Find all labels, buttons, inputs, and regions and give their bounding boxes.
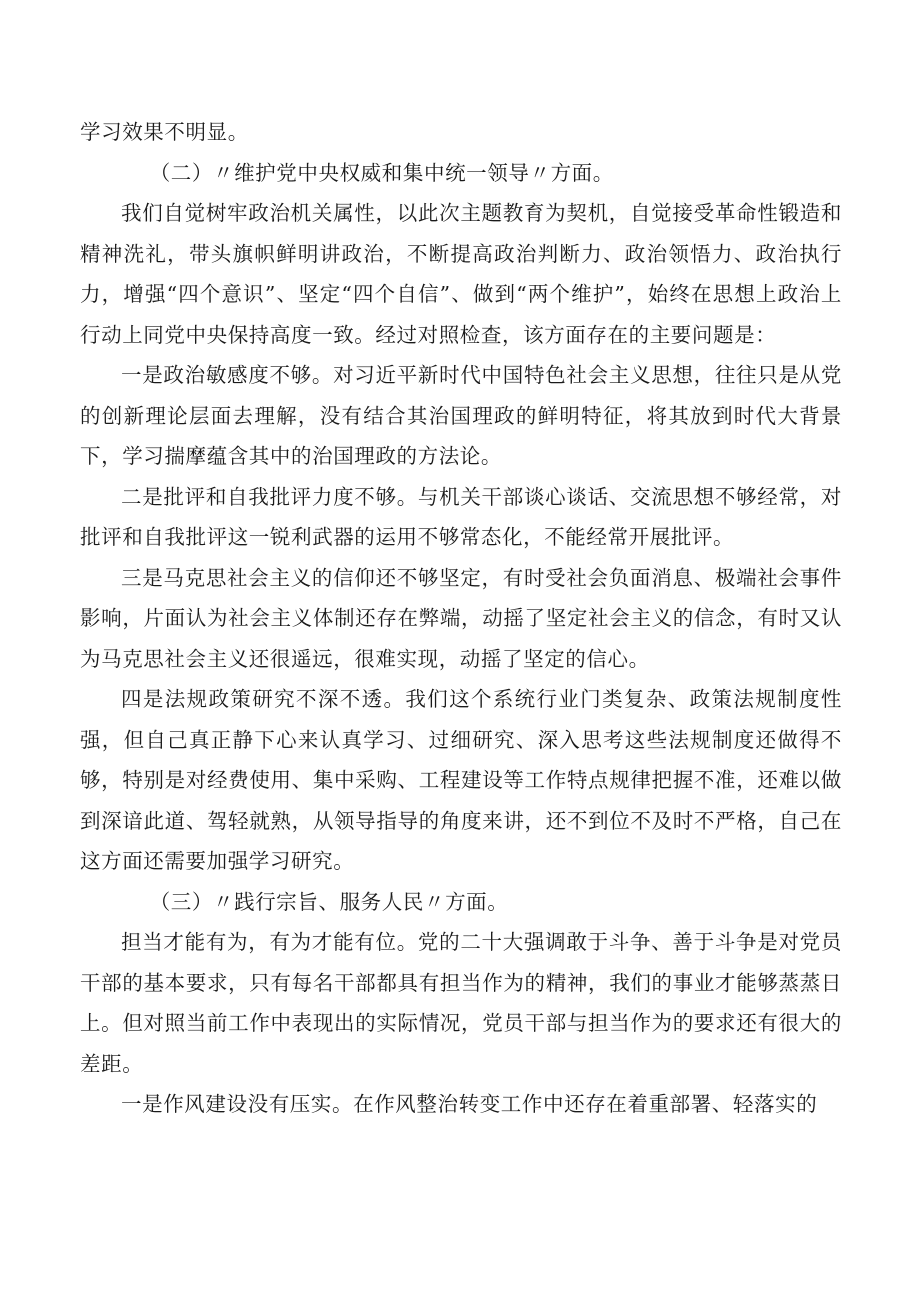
section-heading-3: （三）〃践行宗旨、服务人民〃方面。 (149, 889, 509, 914)
paragraph-problem-3: 三是马克思社会主义的信仰还不够坚定，有时受社会负面消息、极端社会事件影响，片面认为社会主义体制还存在弊端，动摇了坚定社会主义的信念，有时又认为马克思社会主义还很遥远，很难实现，动摇了坚定的信心。 (80, 565, 842, 671)
section-heading-2: （二）〃维护党中央权威和集中统一领导〃方面。 (149, 160, 614, 185)
paragraph-problem-2: 二是批评和自我批评力度不够。与机关干部谈心谈话、交流思想不够经常，对批评和自我批评这一锐利武器的运用不够常态化，不能经常开展批评。 (80, 484, 842, 549)
paragraph-problem-4: 四是法规政策研究不深不透。我们这个系统行业门类复杂、政策法规制度性强，但自己真正静下心来认真学习、过细研究、深入思考这些法规制度还做得不够，特别是对经费使用、集中采购、工程建设等工作特点规律把握不准，还难以做到深谙此道、驾轻就熟，从领导指导的角度来讲，还不到位不及时不严格，自己在这方面还需要加强学习研究。 (80, 687, 842, 873)
paragraph-problem-1: 一是政治敏感度不够。对习近平新时代中国特色社会主义思想，往往只是从党的创新理论层面去理解，没有结合其治国理政的鲜明特征，将其放到时代大背景下，学习揣摩蕴含其中的治国理政的方法论。 (80, 363, 842, 468)
paragraph-continuation: 学习效果不明显。 (80, 120, 249, 144)
paragraph-intro: 我们自觉树牢政治机关属性，以此次主题教育为契机，自觉接受革命性锻造和精神洗礼，带头旗帜鲜明讲政治，不断提高政治判断力、政治领悟力、政治执行力，增强“四个意识”、坚定“四个自信”、做到“两个维护”，始终在思想上政治上行动上同党中央保持高度一致。经过对照检查，该方面存在的主要问题是： (80, 201, 842, 347)
document-body (80, 112, 842, 1125)
paragraph-section-3-intro: 担当才能有为，有为才能有位。党的二十大强调敢于斗争、善于斗争是对党员干部的基本要求，只有每名干部都具有担当作为的精神，我们的事业才能够蒸蒸日上。但对照当前工作中表现出的实际情况，党员干部与担当作为的要求还有很大的差距。 (80, 930, 842, 1076)
paragraph-section-3-problem-1: 一是作风建设没有压实。在作风整治转变工作中还存在着重部署、轻落实的 (121, 1092, 818, 1116)
